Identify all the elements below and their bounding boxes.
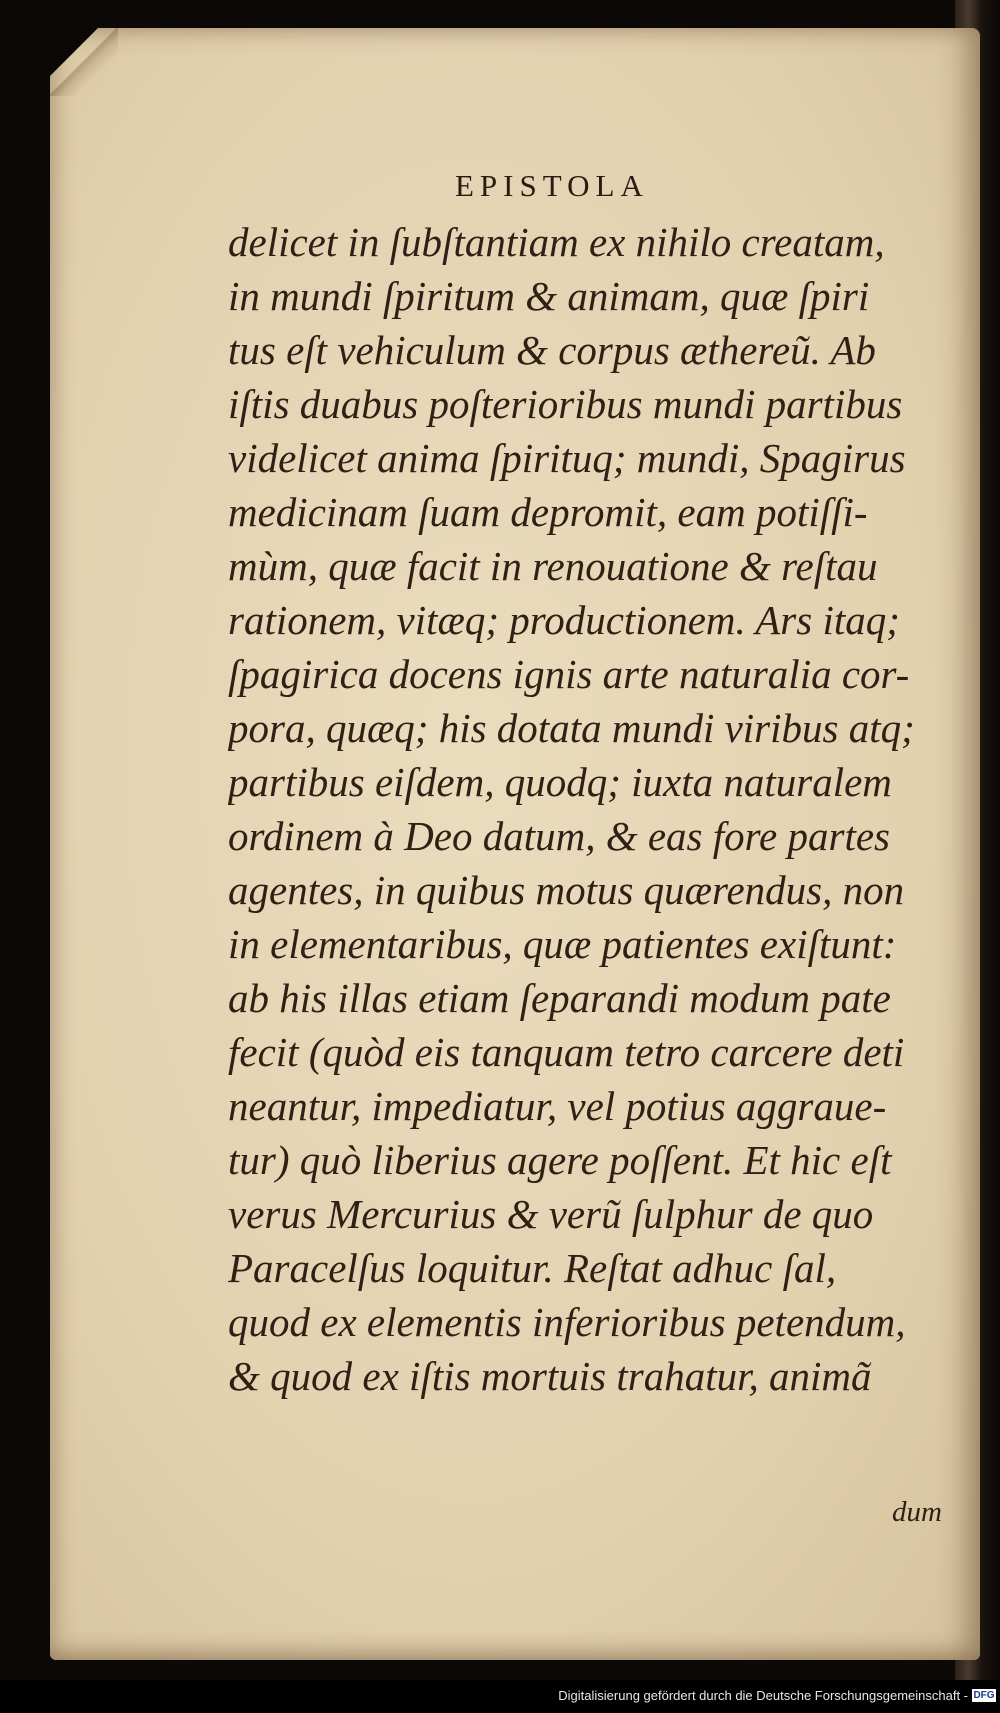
text-line: Paracelſus loquitur. Reſtat adhuc ſal, (228, 1245, 837, 1291)
text-line: mùm, quæ facit in renouatione & reſtau (228, 543, 878, 589)
funding-credit: Digitalisierung gefördert durch die Deutsche Forschungsgemeinschaft - (558, 1688, 968, 1703)
text-line: ab his illas etiam ſeparandi modum pate (228, 975, 891, 1021)
text-line: partibus eiſdem, quodq; iuxta naturalem (228, 759, 892, 805)
text-line: tus eſt vehiculum & corpus æthereũ. Ab (228, 327, 876, 373)
text-line: medicinam ſuam depromit, eam potiſſi- (228, 489, 868, 535)
text-line: videlicet anima ſpirituq; mundi, Spagirus (228, 435, 906, 481)
text-block (228, 215, 956, 1403)
running-head: EPISTOLA (455, 168, 649, 203)
text-line: & quod ex iſtis mortuis trahatur, animã (228, 1353, 872, 1399)
text-line: ordinem à Deo datum, & eas fore partes (228, 813, 891, 859)
text-line: tur) quò liberius agere poſſent. Et hic eſt (228, 1137, 892, 1183)
text-line: agentes, in quibus motus quærendus, non (228, 867, 905, 913)
text-line: neantur, impediatur, vel potius aggraue- (228, 1083, 887, 1129)
text-line: rationem, vitæq; productionem. Ars itaq; (228, 597, 900, 643)
text-line: ſpagirica docens ignis arte naturalia cor- (228, 651, 910, 697)
text-line: in mundi ſpiritum & animam, quæ ſpiri (228, 273, 870, 319)
text-line: quod ex elementis inferioribus petendum, (228, 1299, 906, 1345)
catchword: dum (892, 1496, 942, 1528)
text-line: verus Mercurius & verũ ſulphur de quo (228, 1191, 874, 1237)
text-line: pora, quæq; his dotata mundi viribus atq; (228, 705, 915, 751)
page-corner-shadow (50, 28, 118, 96)
dfg-logo: DFG (973, 1690, 995, 1701)
text-line: iſtis duabus poſterioribus mundi partibus (228, 381, 903, 427)
text-line: fecit (quòd eis tanquam tetro carcere deti (228, 1029, 905, 1075)
text-line: in elementaribus, quæ patientes exiſtunt: (228, 921, 897, 967)
text-line: delicet in ſubſtantiam ex nihilo creatam, (228, 219, 885, 265)
